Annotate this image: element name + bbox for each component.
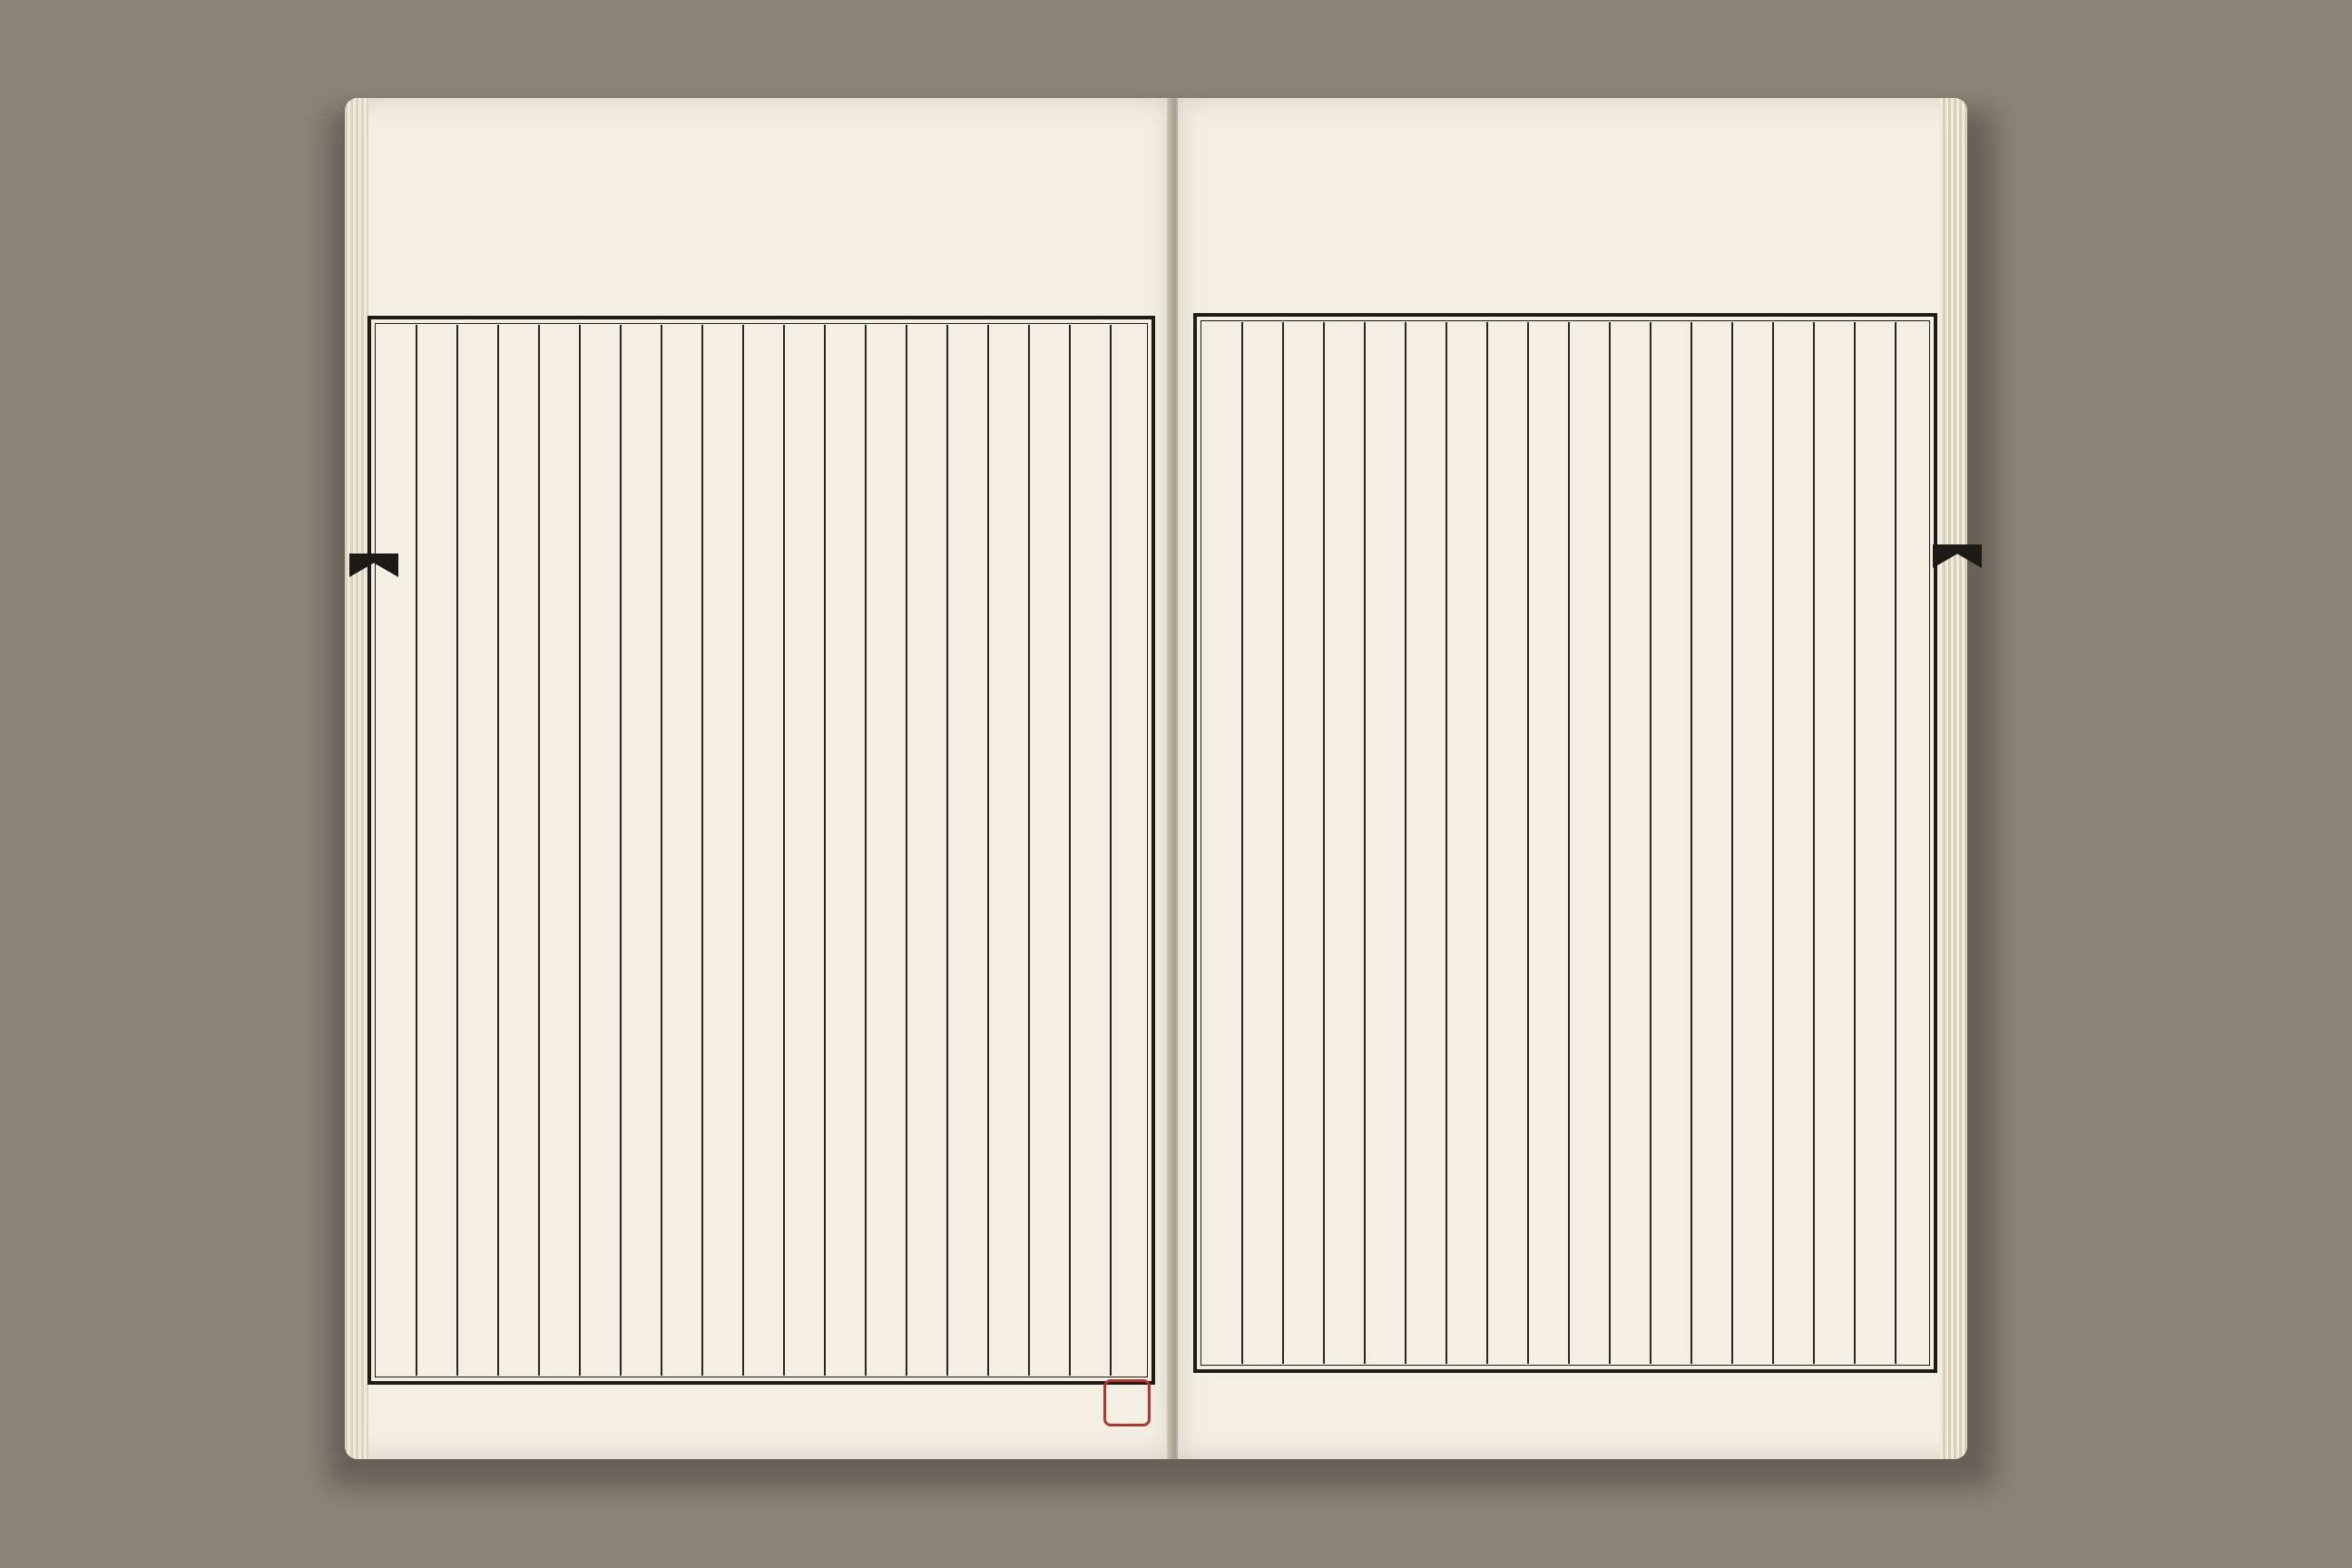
left-column-rules [377, 325, 1146, 1376]
page-edge-right [1940, 98, 1967, 1459]
right-column-rules [1202, 322, 1928, 1364]
page-edge-left [345, 98, 368, 1459]
right-print-frame [1193, 313, 1937, 1373]
left-print-frame [368, 316, 1155, 1385]
red-collector-seal [1103, 1379, 1151, 1426]
